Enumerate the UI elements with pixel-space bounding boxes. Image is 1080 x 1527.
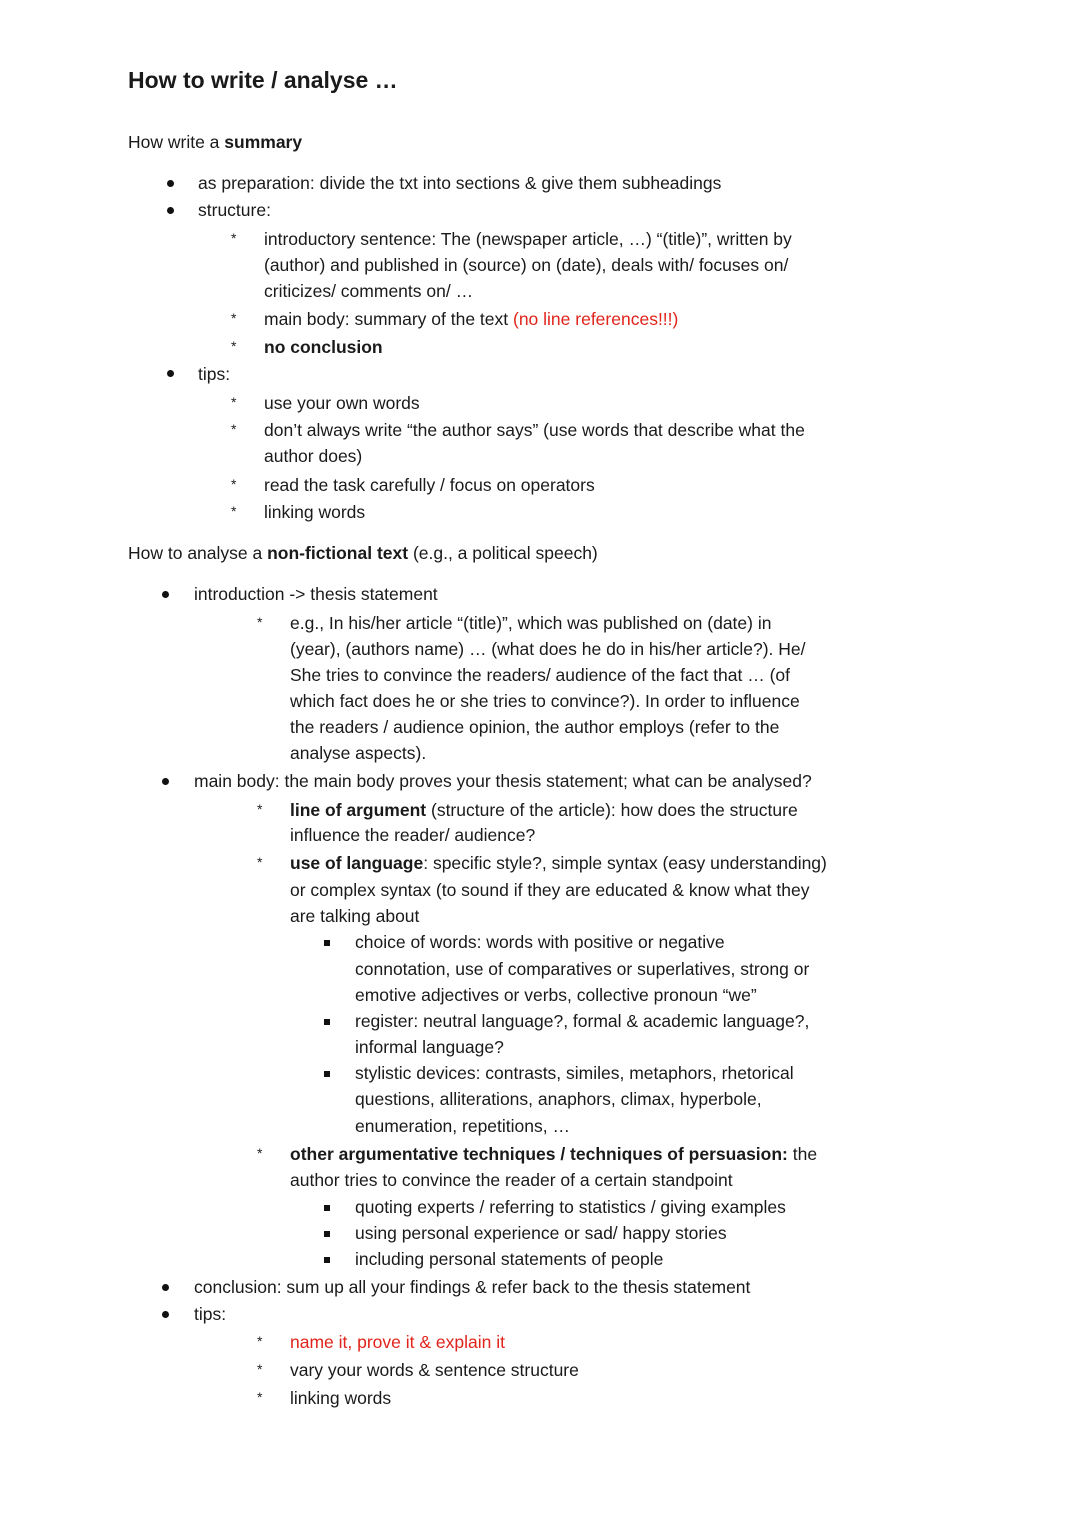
asterisk-icon: *	[231, 503, 237, 519]
asterisk-icon: *	[231, 230, 237, 246]
square-bullet-icon	[324, 1231, 330, 1237]
line-of-argument: line of argument (structure of the article): how does the structure	[290, 800, 798, 820]
argumentative-techniques: other argumentative techniques / techniques of persuasion: the	[290, 1144, 818, 1164]
bullet-icon	[167, 207, 174, 214]
summary-tips-label: tips:	[198, 364, 231, 384]
nonfiction-example-line: analyse aspects).	[290, 743, 427, 763]
square-bullet-icon	[324, 1071, 330, 1077]
stylistic-devices-cont: enumeration, repetitions, …	[355, 1116, 570, 1136]
nonfiction-intro: introduction -> thesis statement	[194, 584, 438, 604]
summary-tip: author does)	[264, 446, 363, 466]
square-bullet-icon	[324, 940, 330, 946]
asterisk-icon: *	[257, 1145, 263, 1161]
line-of-argument-cont: influence the reader/ audience?	[290, 825, 536, 845]
asterisk-icon: *	[231, 338, 237, 354]
summary-tip: linking words	[264, 502, 366, 522]
argumentative-techniques-cont: author tries to convince the reader of a certain standpoint	[290, 1170, 733, 1190]
summary-intro-line: criticizes/ comments on/ …	[264, 281, 474, 301]
nonfiction-heading: How to analyse a non-fictional text (e.g., a political speech)	[128, 543, 598, 563]
summary-main-body: main body: summary of the text (no line references!!!)	[264, 309, 679, 329]
choice-of-words: choice of words: words with positive or negative	[355, 932, 725, 952]
summary-tip: read the task carefully / focus on operators	[264, 475, 595, 495]
asterisk-icon: *	[257, 801, 263, 817]
asterisk-icon: *	[231, 476, 237, 492]
summary-prep: as preparation: divide the txt into sections & give them subheadings	[198, 173, 722, 193]
nonfiction-tips-label: tips:	[194, 1304, 227, 1324]
bullet-icon	[162, 778, 169, 785]
asterisk-icon: *	[257, 1333, 263, 1349]
asterisk-icon: *	[231, 394, 237, 410]
nonfiction-tip: vary your words & sentence structure	[290, 1360, 579, 1380]
nonfiction-example-line: which fact does he or she tries to convince?). In order to influence	[290, 691, 800, 711]
bullet-icon	[167, 180, 174, 187]
square-bullet-icon	[324, 1257, 330, 1263]
asterisk-icon: *	[257, 1389, 263, 1405]
nonfiction-example-line: e.g., In his/her article “(title)”, which was published on (date) in	[290, 613, 772, 633]
stylistic-devices: stylistic devices: contrasts, similes, metaphors, rhetorical	[355, 1063, 794, 1083]
nonfiction-tip: linking words	[290, 1388, 392, 1408]
asterisk-icon: *	[257, 1361, 263, 1377]
square-bullet-icon	[324, 1205, 330, 1211]
bullet-icon	[167, 370, 174, 377]
asterisk-icon: *	[231, 310, 237, 326]
use-of-language: use of language: specific style?, simple syntax (easy understanding)	[290, 853, 827, 873]
asterisk-icon: *	[257, 614, 263, 630]
nonfiction-example-line: She tries to convince the readers/ audience of the fact that … (of	[290, 665, 791, 685]
nonfiction-conclusion: conclusion: sum up all your findings & refer back to the thesis statement	[194, 1277, 751, 1297]
nonfiction-example-line: the readers / audience opinion, the author employs (refer to the	[290, 717, 780, 737]
technique-item: quoting experts / referring to statistics / giving examples	[355, 1197, 786, 1217]
summary-tip: don’t always write “the author says” (use words that describe what the	[264, 420, 805, 440]
register-cont: informal language?	[355, 1037, 504, 1057]
bullet-icon	[162, 1311, 169, 1318]
asterisk-icon: *	[257, 854, 263, 870]
summary-structure-label: structure:	[198, 200, 271, 220]
asterisk-icon: *	[231, 421, 237, 437]
summary-heading: How write a summary	[128, 132, 303, 152]
summary-tip: use your own words	[264, 393, 420, 413]
page-title: How to write / analyse …	[128, 67, 398, 93]
stylistic-devices-cont: questions, alliterations, anaphors, climax, hyperbole,	[355, 1089, 762, 1109]
technique-item: using personal experience or sad/ happy stories	[355, 1223, 727, 1243]
use-of-language-cont: are talking about	[290, 906, 420, 926]
bullet-icon	[162, 591, 169, 598]
technique-item: including personal statements of people	[355, 1249, 664, 1269]
use-of-language-cont: or complex syntax (to sound if they are educated & know what they	[290, 880, 810, 900]
summary-no-conclusion: no conclusion	[264, 337, 383, 357]
register: register: neutral language?, formal & academic language?,	[355, 1011, 810, 1031]
nonfiction-tip: name it, prove it & explain it	[290, 1332, 505, 1352]
summary-intro-line: (author) and published in (source) on (date), deals with/ focuses on/	[264, 255, 789, 275]
nonfiction-main-body: main body: the main body proves your thesis statement; what can be analysed?	[194, 771, 812, 791]
choice-of-words-cont: emotive adjectives or verbs, collective pronoun “we”	[355, 985, 757, 1005]
nonfiction-example-line: (year), (authors name) … (what does he do in his/her article?). He/	[290, 639, 806, 659]
choice-of-words-cont: connotation, use of comparatives or superlatives, strong or	[355, 959, 810, 979]
square-bullet-icon	[324, 1019, 330, 1025]
bullet-icon	[162, 1284, 169, 1291]
summary-intro-line: introductory sentence: The (newspaper article, …) “(title)”, written by	[264, 229, 792, 249]
